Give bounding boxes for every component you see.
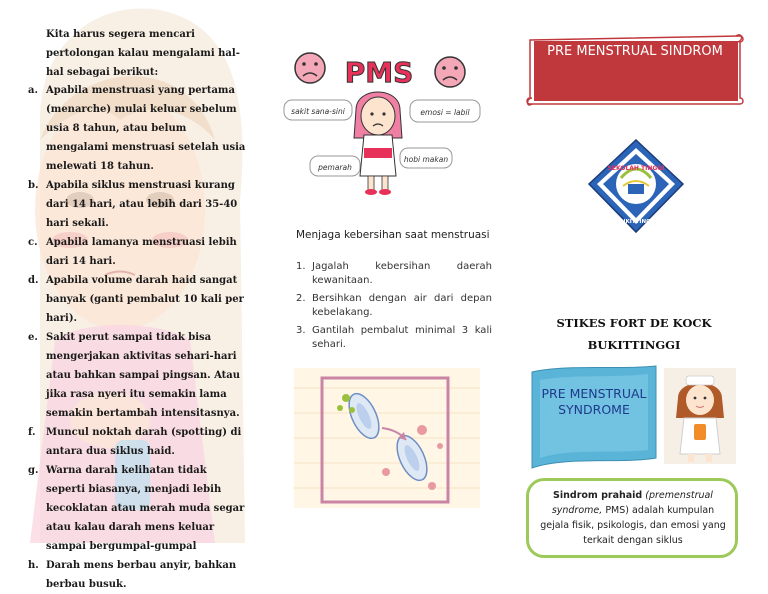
svg-text:SEKOLAH TINGGI: SEKOLAH TINGGI <box>607 165 665 172</box>
brochure-title: PRE MENSTRUAL SINDROM <box>547 44 723 59</box>
sad-face-icon <box>435 57 465 87</box>
girl-character <box>354 92 402 195</box>
hygiene-heading: Menjaga kebersihan saat menstruasi <box>296 229 490 241</box>
svg-text:emosi = labil: emosi = labil <box>420 108 470 117</box>
list-item: 1. Jagalah kebersihan daerah kewanitaan. <box>296 261 492 286</box>
pms-banner-text: PRE MENSTRUAL SYNDROME <box>541 386 647 417</box>
list-item: c. Apabila lamanya menstruasi lebih dari 14 hari. <box>28 237 237 267</box>
warning-signs-list <box>28 81 246 594</box>
svg-text:sakit sana-sini: sakit sana-sini <box>291 107 345 116</box>
nurse-illustration <box>664 368 736 464</box>
pms-title: PMS <box>344 56 414 89</box>
svg-text:pemarah: pemarah <box>318 163 352 172</box>
institution-name: STIKES FORT DE KOCK BUKITTINGGI <box>556 316 712 352</box>
list-item: b. Apabila siklus menstruasi kurang dari 14 hari, atau lebih dari 35-40 hari sekali. <box>28 180 238 229</box>
list-item: g. Warna darah kelihatan tidak seperti biasanya, menjadi lebih kecoklatan atau merah muda segar atau kalau darah mens keluar sampai bergumpal-gumpal <box>28 465 245 552</box>
left-intro-text: Kita harus segera mencari pertolongan kalau mengalami hal-hal sebagai berikut: <box>46 29 240 78</box>
list-item: h. Darah mens berbau anyir, bahkan berbau busuk. <box>28 560 237 590</box>
definition-text: Sindrom prahaid (premenstrual syndrome, PMS) adalah kumpulan gejala fisik, psikologis, dan emosi yang terkait dengan siklus <box>540 490 726 546</box>
list-item: f. Muncul noktah darah (spotting) di antara dua siklus haid. <box>28 427 242 457</box>
sad-face-icon <box>295 53 325 83</box>
svg-text:hobi makan: hobi makan <box>403 155 449 164</box>
list-item: 3. Gantilah pembalut minimal 3 kali sehari. <box>296 325 492 350</box>
list-item: 2. Bersihkan dengan air dari depan kebelakang. <box>296 293 492 318</box>
hygiene-list <box>296 260 492 356</box>
sanitary-pad-illustration <box>294 368 480 508</box>
list-item: d. Apabila volume darah haid sangat banyak (ganti pembalut 10 kali per hari). <box>28 275 244 324</box>
list-item: a. Apabila menstruasi yang pertama (menarche) mulai keluar sebelum usia 8 tahun, atau belum mengalami menstruasi setelah usia melewati 18 tahun. <box>28 85 246 172</box>
pms-illustration <box>278 48 488 198</box>
logo-city-label: BUKITTINGGI <box>616 219 658 225</box>
list-item: e. Sakit perut sampai tidak bisa mengerjakan aktivitas sehari-hari atau bahkan sampai pingsan. Atau jika rasa nyeri itu semakin lama semakin bertambah intensitasnya. <box>28 332 241 419</box>
